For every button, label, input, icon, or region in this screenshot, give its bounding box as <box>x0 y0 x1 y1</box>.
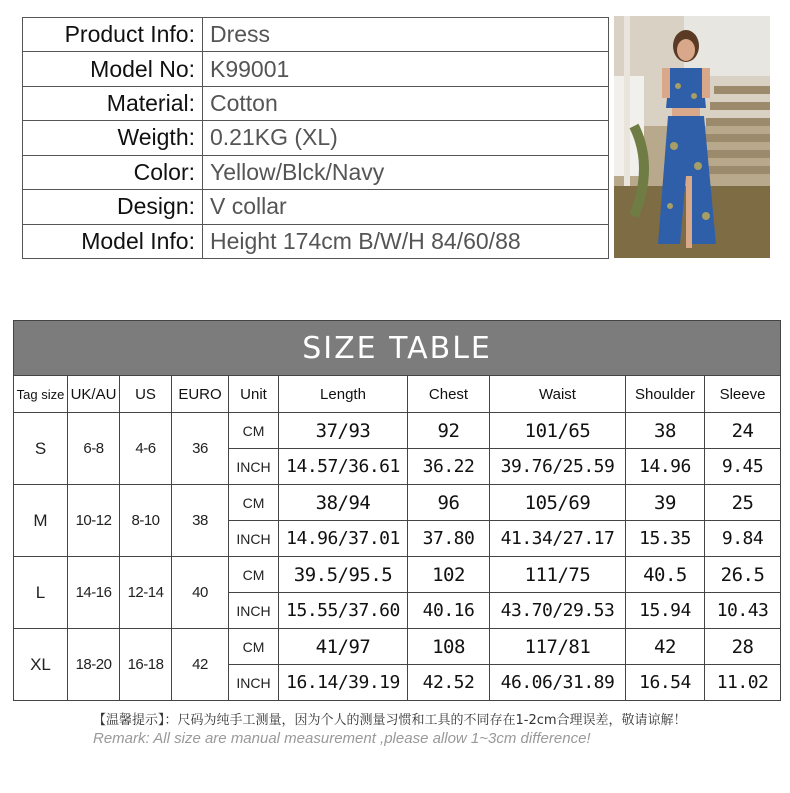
inch-length-cell: 14.57/36.61 <box>279 449 408 485</box>
inch-unit-cell: INCH <box>229 449 279 485</box>
cm-waist-cell: 117/81 <box>490 629 626 665</box>
inch-shoulder-cell: 14.96 <box>626 449 705 485</box>
model-photo <box>614 16 770 258</box>
product-info-label: Design: <box>23 190 203 224</box>
column-header: Length <box>279 376 408 413</box>
column-header: Waist <box>490 376 626 413</box>
column-header: Sleeve <box>705 376 781 413</box>
uk-size-cell: 10-12 <box>68 485 120 557</box>
product-info-value: Dress <box>203 18 609 52</box>
cm-length-cell: 38/94 <box>279 485 408 521</box>
inch-chest-cell: 37.80 <box>408 521 490 557</box>
tag-size-cell: M <box>14 485 68 557</box>
inch-unit-cell: INCH <box>229 593 279 629</box>
inch-shoulder-cell: 15.94 <box>626 593 705 629</box>
us-size-cell: 16-18 <box>120 629 172 701</box>
inch-chest-cell: 36.22 <box>408 449 490 485</box>
cm-length-cell: 39.5/95.5 <box>279 557 408 593</box>
inch-length-cell: 14.96/37.01 <box>279 521 408 557</box>
product-info-label: Material: <box>23 86 203 120</box>
inch-waist-cell: 39.76/25.59 <box>490 449 626 485</box>
inch-shoulder-cell: 16.54 <box>626 665 705 701</box>
euro-size-cell: 38 <box>172 485 229 557</box>
model-photo-image <box>614 16 770 258</box>
inch-chest-cell: 42.52 <box>408 665 490 701</box>
product-info-row <box>23 52 609 86</box>
product-info-label: Model Info: <box>23 224 203 258</box>
cm-length-cell: 41/97 <box>279 629 408 665</box>
product-info-label: Product Info: <box>23 18 203 52</box>
inch-sleeve-cell: 9.84 <box>705 521 781 557</box>
product-info-label: Model No: <box>23 52 203 86</box>
cm-unit-cell: CM <box>229 485 279 521</box>
product-info-label: Weigth: <box>23 121 203 155</box>
cm-length-cell: 37/93 <box>279 413 408 449</box>
size-row-cm <box>14 557 781 593</box>
cm-shoulder-cell: 39 <box>626 485 705 521</box>
inch-waist-cell: 46.06/31.89 <box>490 665 626 701</box>
us-size-cell: 4-6 <box>120 413 172 485</box>
inch-shoulder-cell: 15.35 <box>626 521 705 557</box>
cm-chest-cell: 102 <box>408 557 490 593</box>
size-row-cm <box>14 413 781 449</box>
note-english: Remark: All size are manual measurement ,please allow 1~3cm difference! <box>93 730 591 747</box>
column-header: US <box>120 376 172 413</box>
us-size-cell: 12-14 <box>120 557 172 629</box>
cm-unit-cell: CM <box>229 557 279 593</box>
cm-shoulder-cell: 38 <box>626 413 705 449</box>
product-info-row <box>23 224 609 258</box>
cm-sleeve-cell: 26.5 <box>705 557 781 593</box>
cm-unit-cell: CM <box>229 629 279 665</box>
product-info-value: Height 174cm B/W/H 84/60/88 <box>203 224 609 258</box>
inch-sleeve-cell: 9.45 <box>705 449 781 485</box>
product-info-row <box>23 86 609 120</box>
cm-unit-cell: CM <box>229 413 279 449</box>
cm-sleeve-cell: 25 <box>705 485 781 521</box>
size-table <box>13 320 781 701</box>
column-header: Shoulder <box>626 376 705 413</box>
cm-waist-cell: 101/65 <box>490 413 626 449</box>
column-header: Unit <box>229 376 279 413</box>
size-table-header <box>14 376 781 413</box>
size-row-cm <box>14 629 781 665</box>
inch-unit-cell: INCH <box>229 521 279 557</box>
inch-unit-cell: INCH <box>229 665 279 701</box>
tag-size-cell: S <box>14 413 68 485</box>
cm-waist-cell: 111/75 <box>490 557 626 593</box>
product-info-row <box>23 155 609 189</box>
product-info-value: K99001 <box>203 52 609 86</box>
product-info-label: Color: <box>23 155 203 189</box>
size-table-title: SIZE TABLE <box>14 321 781 376</box>
cm-chest-cell: 96 <box>408 485 490 521</box>
cm-sleeve-cell: 28 <box>705 629 781 665</box>
column-header: Tag size <box>14 376 68 413</box>
uk-size-cell: 18-20 <box>68 629 120 701</box>
us-size-cell: 8-10 <box>120 485 172 557</box>
product-info-row <box>23 18 609 52</box>
column-header: EURO <box>172 376 229 413</box>
inch-chest-cell: 40.16 <box>408 593 490 629</box>
inch-sleeve-cell: 11.02 <box>705 665 781 701</box>
inch-sleeve-cell: 10.43 <box>705 593 781 629</box>
tag-size-cell: L <box>14 557 68 629</box>
euro-size-cell: 36 <box>172 413 229 485</box>
uk-size-cell: 14-16 <box>68 557 120 629</box>
product-info-row <box>23 190 609 224</box>
product-info-table <box>22 17 609 259</box>
product-info-row <box>23 121 609 155</box>
cm-shoulder-cell: 42 <box>626 629 705 665</box>
cm-shoulder-cell: 40.5 <box>626 557 705 593</box>
inch-waist-cell: 43.70/29.53 <box>490 593 626 629</box>
column-header: UK/AU <box>68 376 120 413</box>
inch-waist-cell: 41.34/27.17 <box>490 521 626 557</box>
cm-chest-cell: 92 <box>408 413 490 449</box>
euro-size-cell: 42 <box>172 629 229 701</box>
inch-length-cell: 15.55/37.60 <box>279 593 408 629</box>
cm-chest-cell: 108 <box>408 629 490 665</box>
size-row-cm <box>14 485 781 521</box>
column-header: Chest <box>408 376 490 413</box>
product-info-value: Cotton <box>203 86 609 120</box>
cm-sleeve-cell: 24 <box>705 413 781 449</box>
product-info-value: Yellow/Blck/Navy <box>203 155 609 189</box>
product-info-value: 0.21KG (XL) <box>203 121 609 155</box>
uk-size-cell: 6-8 <box>68 413 120 485</box>
product-info-value: V collar <box>203 190 609 224</box>
note-chinese: 【温馨提示】：尺码为纯手工测量，因为个人的测量习惯和工具的不同存在1-2cm合理误差，敬请谅解！ <box>93 713 687 728</box>
tag-size-cell: XL <box>14 629 68 701</box>
cm-waist-cell: 105/69 <box>490 485 626 521</box>
inch-length-cell: 16.14/39.19 <box>279 665 408 701</box>
euro-size-cell: 40 <box>172 557 229 629</box>
